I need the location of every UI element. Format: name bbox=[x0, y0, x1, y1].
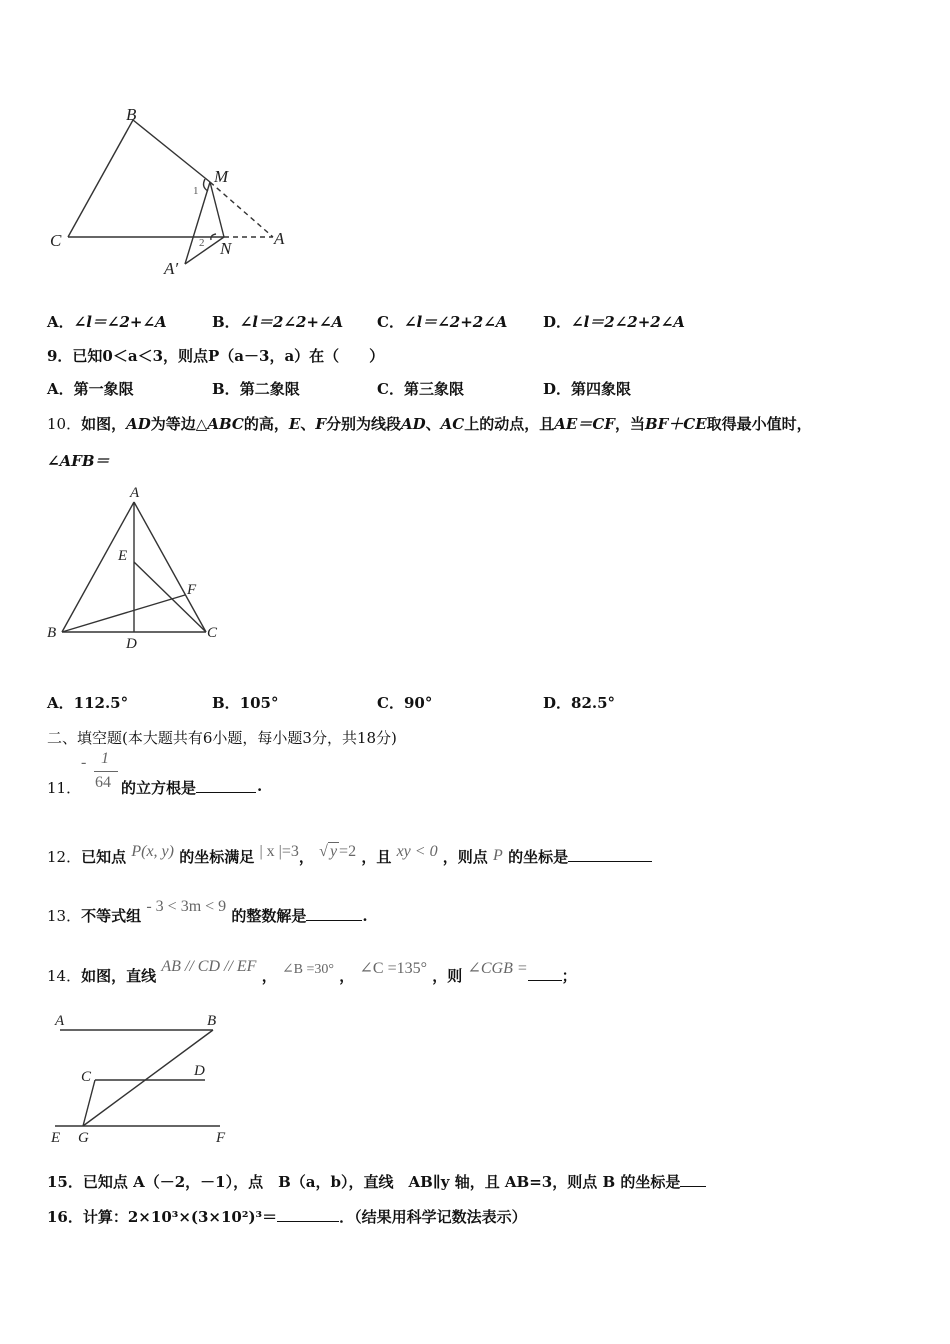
q10-stem-line2: ∠AFB＝ bbox=[47, 452, 110, 470]
q8-option-b[interactable]: B．∠l＝2∠2+∠A bbox=[212, 313, 344, 331]
q10-stem: 10．如图，AD为等边△ABC的高，E、F分别为线段AD、AC上的动点，且AE＝CF，当BF＋CE取得最小值时， bbox=[47, 415, 812, 433]
q8-option-c[interactable]: C．∠l＝∠2+2∠A bbox=[377, 313, 508, 331]
fig3-label-B: B bbox=[207, 1013, 217, 1029]
fig3-label-A: A bbox=[55, 1013, 65, 1029]
q9-option-c[interactable]: C．第三象限 bbox=[377, 380, 464, 398]
fig2-label-E: E bbox=[118, 548, 128, 564]
fig1-label-angle2: 2 bbox=[199, 237, 205, 249]
q15-answer-blank[interactable] bbox=[680, 1172, 706, 1187]
q9-option-a[interactable]: A．第一象限 bbox=[47, 380, 134, 398]
fig3-label-F: F bbox=[216, 1130, 226, 1146]
fig1-label-A: A bbox=[274, 229, 285, 248]
fig3-label-C: C bbox=[81, 1069, 92, 1085]
q9-option-b[interactable]: B．第二象限 bbox=[212, 380, 300, 398]
fig1-label-C: C bbox=[50, 231, 62, 250]
q8-option-a[interactable]: A．∠l＝∠2+∠A bbox=[47, 313, 167, 331]
q10-option-b[interactable]: B．105° bbox=[212, 694, 279, 712]
fig1-label-N: N bbox=[220, 239, 232, 258]
fig2-label-C: C bbox=[207, 625, 218, 641]
q10-option-c[interactable]: C．90° bbox=[377, 694, 433, 712]
q10-option-a[interactable]: A．112.5° bbox=[47, 694, 129, 712]
q16: 16．计算：2×10³×(3×10²)³＝ ．（结果用科学记数法表示） bbox=[47, 1208, 527, 1226]
q12: 12．已知点 P(x, y) 的坐标满足 | x |=3， √ y =2 ，且 xy < 0 ，则点 P 的坐标是 bbox=[47, 846, 652, 867]
fig1-label-M: M bbox=[214, 167, 229, 186]
q10-option-d[interactable]: D．82.5° bbox=[543, 694, 616, 712]
figure-equilateral-triangle bbox=[40, 480, 240, 655]
q13: 13．不等式组 - 3 < 3m < 9 的整数解是 . bbox=[47, 898, 368, 925]
q9-stem: 9．已知0＜a＜3，则点P（a－3，a）在（ ） bbox=[47, 347, 385, 365]
figure-folded-triangle bbox=[40, 100, 310, 280]
q11-fraction: - 1 64 bbox=[81, 752, 141, 800]
q12-answer-blank[interactable] bbox=[568, 847, 652, 862]
fig3-label-E: E bbox=[51, 1130, 61, 1146]
fig1-label-angle1: 1 bbox=[193, 185, 199, 197]
fig2-label-F: F bbox=[187, 582, 197, 598]
q16-answer-blank[interactable] bbox=[277, 1207, 339, 1222]
fig2-label-B: B bbox=[47, 625, 57, 641]
fig1-label-B: B bbox=[126, 105, 137, 124]
fig2-label-A: A bbox=[130, 485, 140, 501]
q8-option-d[interactable]: D．∠l＝2∠2+2∠A bbox=[543, 313, 685, 331]
q13-answer-blank[interactable] bbox=[306, 906, 362, 921]
q11-answer-blank[interactable] bbox=[196, 778, 256, 793]
q15: 15．已知点 A（－2，－1），点 B（a，b），直线 AB∥y 轴，且 AB=3，则点 B 的坐标是 bbox=[47, 1171, 706, 1192]
q9-option-d[interactable]: D．第四象限 bbox=[543, 380, 632, 398]
fig3-label-D: D bbox=[194, 1063, 205, 1079]
section-2-heading: 二、填空题(本大题共有6小题，每小题3分，共18分) bbox=[47, 729, 397, 747]
fig3-label-G: G bbox=[78, 1130, 89, 1146]
fig1-label-Aprime: A′ bbox=[164, 259, 179, 278]
figure-parallel-lines bbox=[45, 1005, 245, 1150]
q14-answer-blank[interactable] bbox=[528, 966, 562, 981]
fig2-label-D: D bbox=[126, 636, 137, 652]
q14: 14．如图，直线 AB // CD // EF ， ∠B =30° ， ∠C =135° ，则 ∠CGB = ； bbox=[47, 958, 577, 985]
